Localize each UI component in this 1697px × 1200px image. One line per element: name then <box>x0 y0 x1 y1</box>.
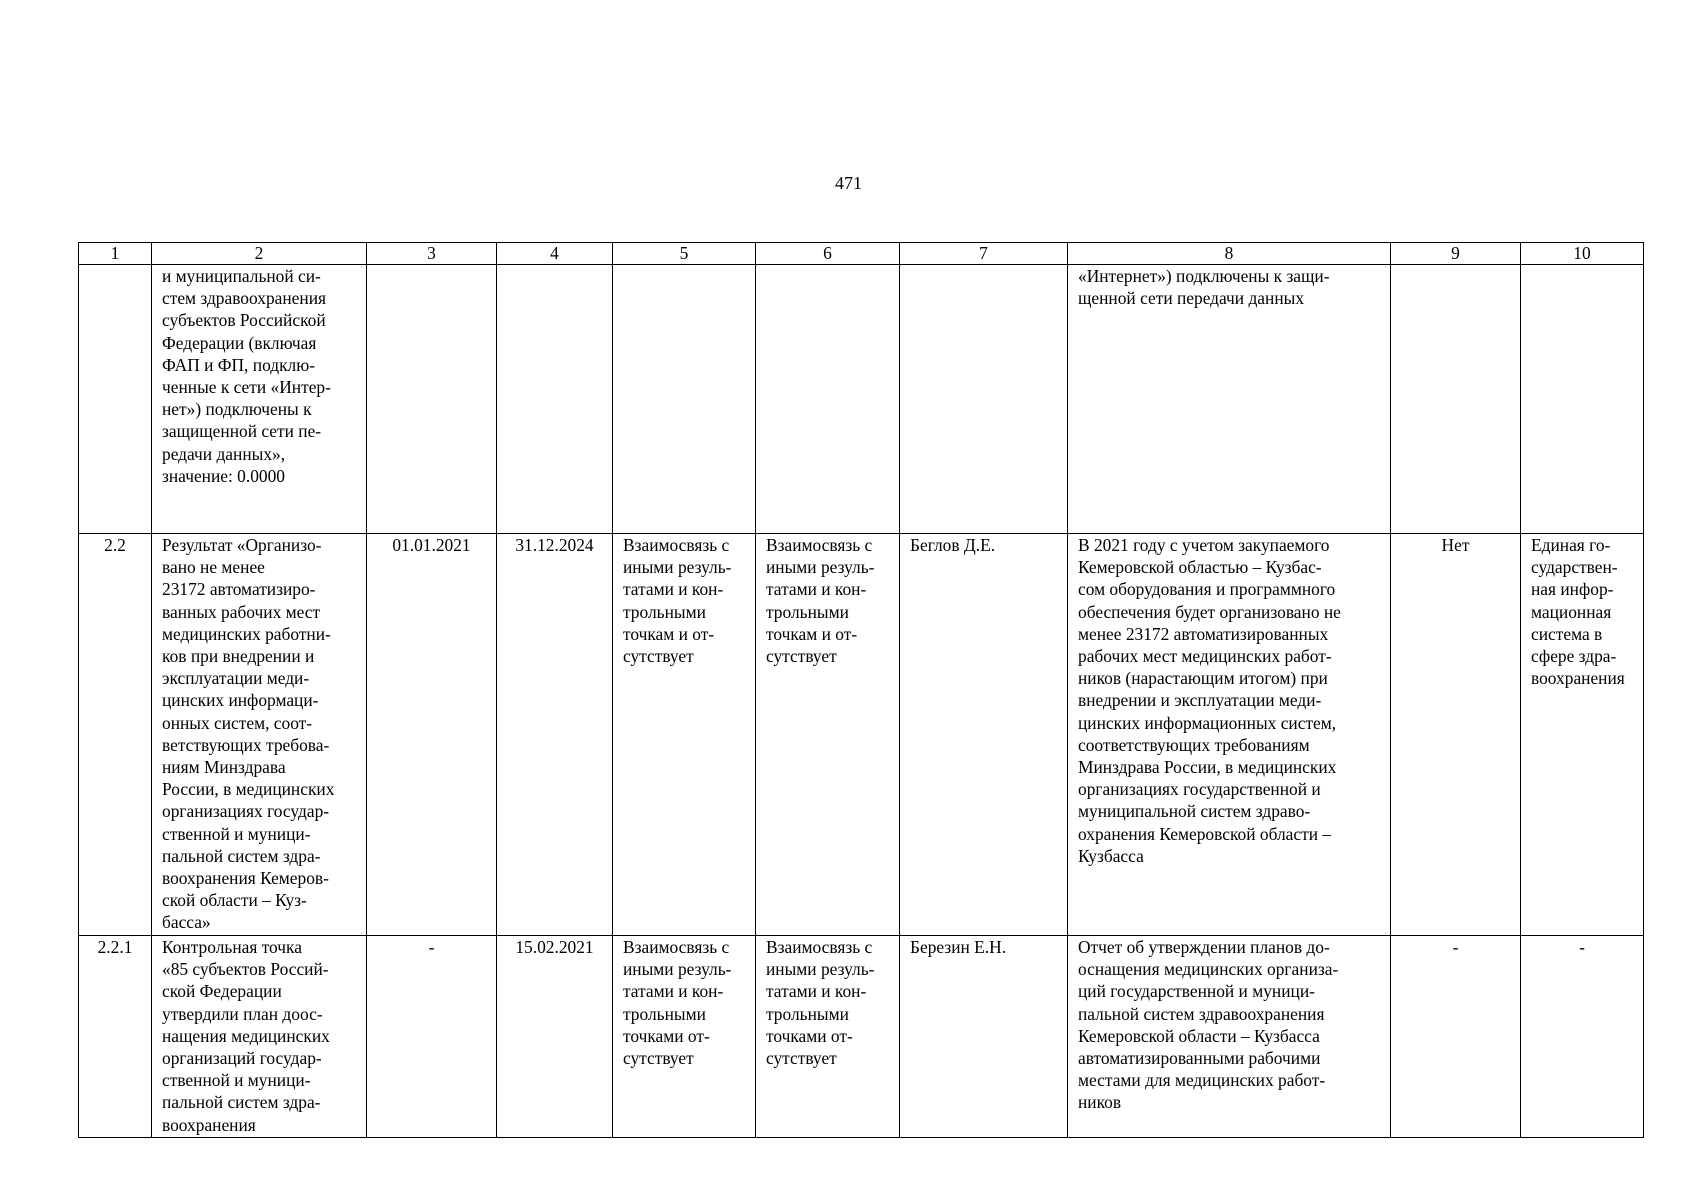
row-name: Результат «Организо- вано не менее 23172 автоматизиро- ванных рабочих мест медицинских работни- ков при внедрении и эксплуатации меди- цинских информаци- онных систем, соот- ветствующих требова- ниям Минздрава России, в медицинских организациях государ- ственной и муници- пальной систем здра- воохранения Кемеров- ской области – Куз- басса» <box>152 534 367 936</box>
row-responsible: Беглов Д.Е. <box>900 534 1068 936</box>
column-header-8: 8 <box>1068 243 1391 265</box>
column-header-9: 9 <box>1391 243 1521 265</box>
row-end-date: 15.02.2021 <box>497 936 613 1138</box>
column-header-5: 5 <box>613 243 756 265</box>
table-row <box>79 534 1644 936</box>
column-header-7: 7 <box>900 243 1068 265</box>
row-link-prev: Взаимосвязь с иными резуль- татами и кон- трольными точкам и от- сутствует <box>613 534 756 936</box>
table-header-row <box>79 243 1644 265</box>
row-start-date: - <box>367 936 497 1138</box>
table-row <box>79 265 1644 534</box>
row-end-date <box>497 265 613 534</box>
row-number <box>79 265 152 534</box>
row-responsible: Березин Е.Н. <box>900 936 1068 1138</box>
row-start-date <box>367 265 497 534</box>
row-col10: Единая го- сударствен- ная инфор- мационная система в сфере здра- воохранения <box>1521 534 1644 936</box>
data-table <box>78 242 1644 1138</box>
row-link-next: Взаимосвязь с иными резуль- татами и кон- трольными точкам и от- сутствует <box>756 534 900 936</box>
row-col9: Нет <box>1391 534 1521 936</box>
row-end-date: 31.12.2024 <box>497 534 613 936</box>
row-name: Контрольная точка «85 субъектов Россий- ской Федерации утвердили план доос- нащения медицинских организаций государ- ственной и муници- пальной систем здра- воохранения <box>152 936 367 1138</box>
row-description: «Интернет») подключены к защи- щенной сети передачи данных <box>1068 265 1391 534</box>
column-header-1: 1 <box>79 243 152 265</box>
row-name: и муниципальной си- стем здравоохранения субъектов Российской Федерации (включая ФАП и ФП, подклю- ченные к сети «Интер- нет») подключены к защищенной сети пе- редачи данных», значение: 0.0000 <box>152 265 367 534</box>
row-link-next: Взаимосвязь с иными резуль- татами и кон- трольными точками от- сутствует <box>756 936 900 1138</box>
column-header-3: 3 <box>367 243 497 265</box>
column-header-6: 6 <box>756 243 900 265</box>
row-start-date: 01.01.2021 <box>367 534 497 936</box>
column-header-4: 4 <box>497 243 613 265</box>
row-responsible <box>900 265 1068 534</box>
row-col9 <box>1391 265 1521 534</box>
row-link-prev: Взаимосвязь с иными резуль- татами и кон- трольными точками от- сутствует <box>613 936 756 1138</box>
row-link-next <box>756 265 900 534</box>
column-header-10: 10 <box>1521 243 1644 265</box>
column-header-2: 2 <box>152 243 367 265</box>
row-description: В 2021 году с учетом закупаемого Кемеровской областью – Кузбас- сом оборудования и программного обеспечения будет организовано не менее 23172 автоматизированных рабочих мест медицинских работ- ников (нарастающим итогом) при внедрении и эксплуатации меди- цинских информационных систем, соответствующих требованиям Минздрава России, в медицинских организациях государственной и муниципальной систем здраво- охранения Кемеровской области – Кузбасса <box>1068 534 1391 936</box>
row-col10: - <box>1521 936 1644 1138</box>
row-col9: - <box>1391 936 1521 1138</box>
row-number: 2.2.1 <box>79 936 152 1138</box>
row-description: Отчет об утверждении планов до- оснащения медицинских организа- ций государственной и муници- пальной систем здравоохранения Кемеровской области – Кузбасса автоматизированными рабочими местами для медицинских работ- ников <box>1068 936 1391 1138</box>
row-col10 <box>1521 265 1644 534</box>
row-number: 2.2 <box>79 534 152 936</box>
row-link-prev <box>613 265 756 534</box>
table-row <box>79 936 1644 1138</box>
page-number: 471 <box>835 173 862 193</box>
